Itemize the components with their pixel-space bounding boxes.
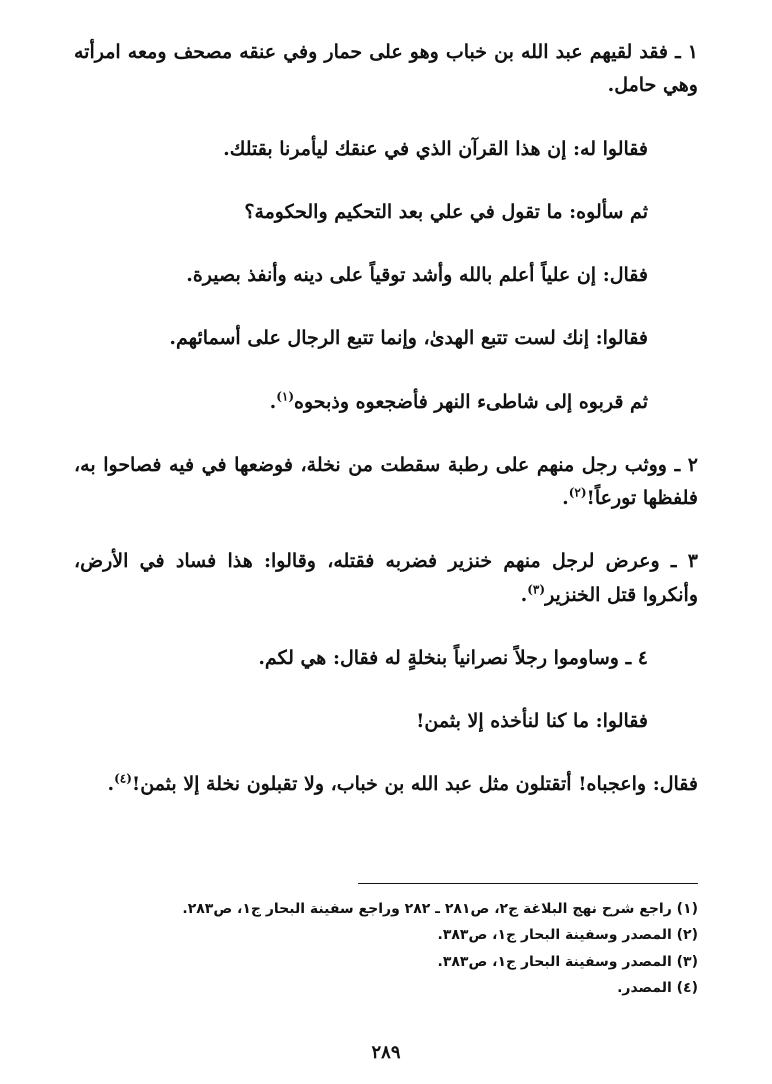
paragraph-4: فقال: إن علياً أعلم بالله وأشد توقياً على دينه وأنفذ بصيرة. — [186, 264, 648, 286]
footnotes — [74, 896, 698, 1001]
footnote-3: (٣) المصدر وسفينة البحار ج١، ص٣٨٣. — [437, 953, 698, 970]
paragraph-6: ثم قربوه إلى شاطىء النهر فأضجعوه وذبحوه$^{(١)}$. — [269, 389, 648, 413]
footnote-ref-1: (١) — [276, 389, 295, 404]
paragraph-7: ٢ ـ ووثب رجل منهم على رطبة سقطت من نخلة، فوضعها في فيه فصاحوا به، فلفظها تورعاً!$^{(٢)}$. — [74, 453, 698, 509]
paragraph-1: ١ ـ فقد لقيهم عبد الله بن خباب وهو على حمار وفي عنقه مصحف ومعه امرأته وهي حامل. — [74, 41, 698, 97]
main-text — [74, 36, 698, 802]
page-number: ٢٨٩ — [371, 1042, 401, 1063]
paragraph-8: ٣ ـ وعرض لرجل منهم خنزير فضربه فقتله، وقالوا: هذا فساد في الأرض، وأنكروا قتل الخنزير$^{(٣)}$. — [74, 550, 698, 606]
paragraph-2: فقالوا له: إن هذا القرآن الذي في عنقك ليأمرنا بقتلك. — [223, 137, 648, 160]
footnote-ref-3: (٣) — [527, 582, 546, 597]
paragraph-11: فقال: واعجباه! أتقتلون مثل عبد الله بن خباب، ولا تقبلون نخلة إلا بثمن!$^{(٤)}$. — [107, 771, 698, 796]
footnote-ref-4: (٤) — [114, 771, 132, 786]
footnote-4: (٤) المصدر. — [617, 979, 698, 996]
paragraph-3: ثم سألوه: ما تقول في علي بعد التحكيم والحكومة؟ — [244, 200, 648, 223]
footnote-ref-2: (٢) — [568, 485, 587, 500]
footnote-2: (٢) المصدر وسفينة البحار ج١، ص٣٨٣. — [437, 927, 698, 944]
paragraph-10: فقالوا: ما كنا لنأخذه إلا بثمن! — [416, 710, 648, 732]
paragraph-9: ٤ ـ وساوموا رجلاً نصرانياً بنخلةٍ له فقال: هي لكم. — [258, 646, 648, 669]
footnote-divider — [358, 883, 698, 884]
paragraph-5: فقالوا: إنك لست تتبع الهدىٰ، وإنما تتبع الرجال على أسمائهم. — [169, 327, 648, 350]
footnote-1: (١) راجع شرح نهج البلاغة ج٢، ص٢٨١ ـ ٢٨٢ وراجع سفينة البحار ج١، ص٢٨٣. — [182, 901, 698, 917]
